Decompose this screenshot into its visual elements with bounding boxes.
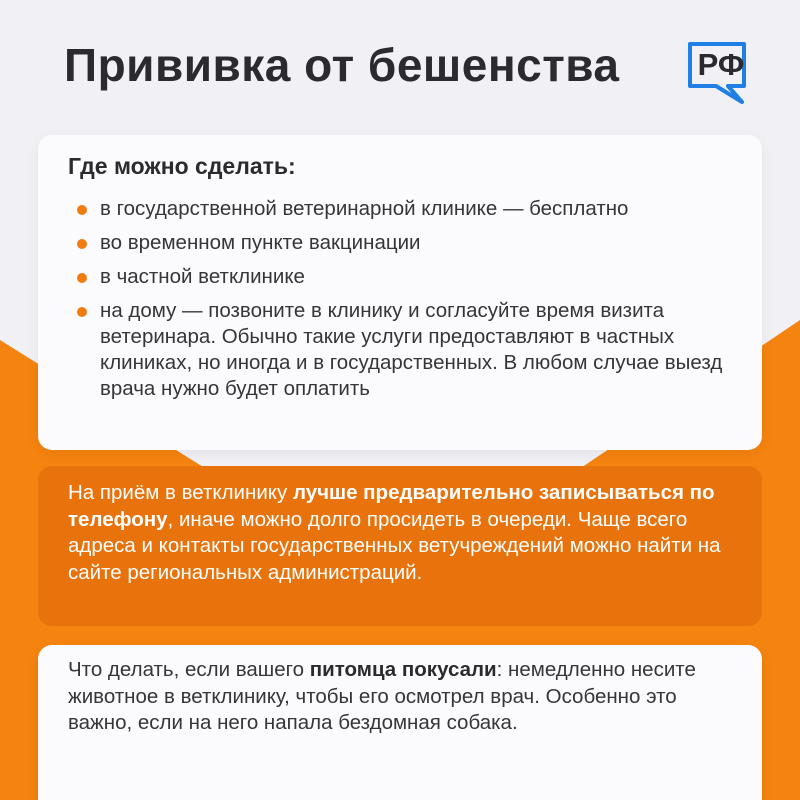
list-item: [68, 298, 732, 402]
bite-text-bold: питомца покусали: [309, 658, 497, 681]
where-list: [68, 196, 732, 402]
bullet-dot-icon: [77, 273, 87, 283]
bite-text-before: Что делать, если вашего: [68, 658, 310, 681]
phone-text-after: , иначе можно долго просидеть в очереди. Чаще всего адреса и контакты государственных ветучреждений можно найти на сайте региональных администраций.: [68, 507, 721, 584]
list-item-text: в государственной ветеринарной клинике — бесплатно: [100, 197, 629, 220]
bite-card: [38, 645, 762, 800]
logo-text: РФ: [697, 47, 745, 82]
rf-logo: [684, 38, 764, 108]
bullet-dot-icon: [77, 239, 87, 249]
phone-text-bold: лучше предварительно записываться по телефону: [68, 481, 715, 531]
list-item-text: на дому — позвоните в клинику и согласуйте время визита ветеринара. Обычно такие услуги предоставляют в частных клиниках, но иногда и в государственных. В любом случае выезд врача нужно будет оплатить: [100, 299, 723, 400]
page-title: Прививка от бешенства: [64, 39, 620, 91]
bullet-dot-icon: [77, 205, 87, 215]
list-item-text: во временном пункте вакцинации: [100, 231, 421, 254]
list-item: [68, 264, 732, 290]
bite-text-after: : немедленно несите животное в ветклинику, чтобы его осмотрел врач. Особенно это важно, если на него напала бездомная собака.: [68, 658, 696, 734]
phone-card: [38, 466, 762, 626]
list-item: [68, 196, 732, 222]
list-item-text: в частной ветклинике: [100, 265, 305, 288]
phone-text-before: На приём в ветклинику: [68, 481, 293, 504]
bullet-dot-icon: [77, 307, 87, 317]
list-item: [68, 230, 732, 256]
where-heading: Где можно сделать:: [68, 153, 296, 179]
where-card: [38, 135, 762, 450]
